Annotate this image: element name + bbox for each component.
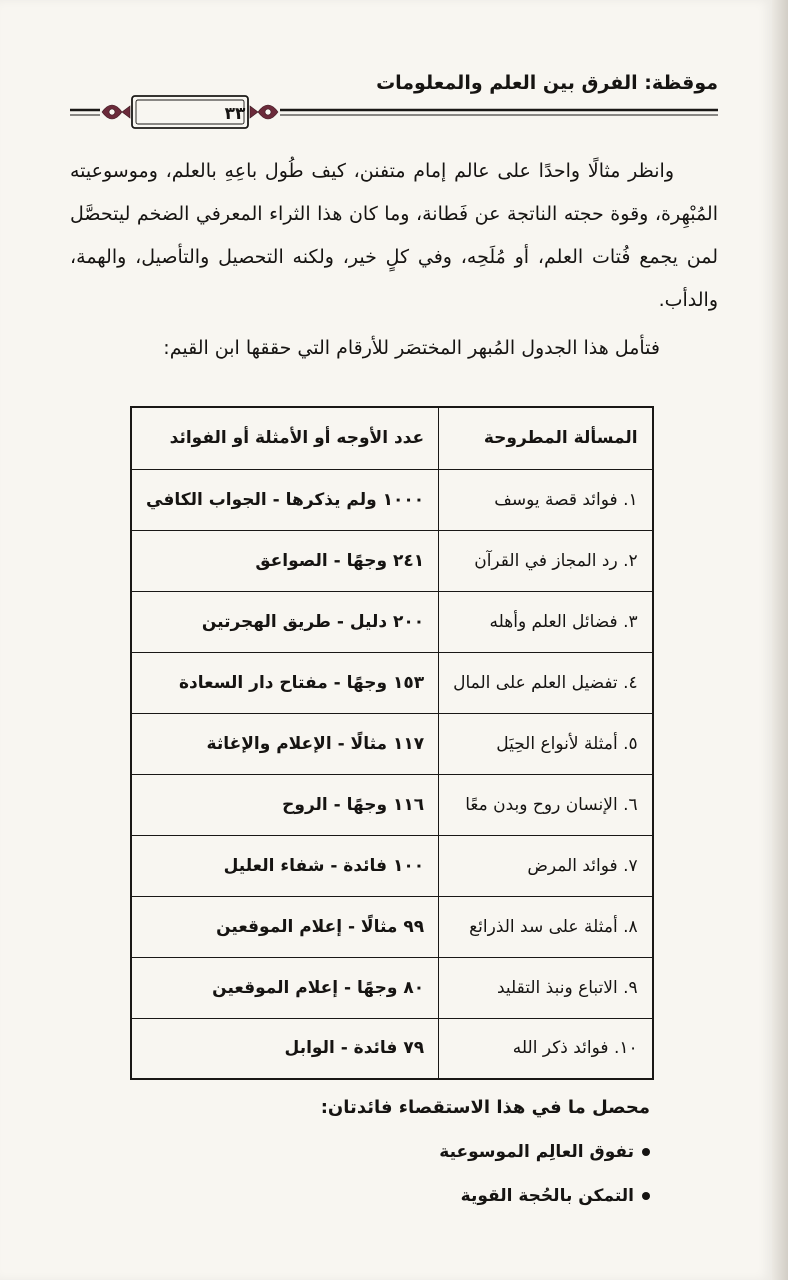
cell-topic: ١. فوائد قصة يوسف (439, 469, 653, 530)
page-header (70, 68, 718, 138)
table-row (131, 957, 653, 1018)
table-row (131, 774, 653, 835)
ibn-qayyim-table (130, 406, 654, 1080)
table-row (131, 591, 653, 652)
cell-topic: ٤. تفضيل العلم على المال (439, 652, 653, 713)
cell-topic: ٧. فوائد المرض (439, 835, 653, 896)
table-row (131, 530, 653, 591)
running-title: موقظة: الفرق بين العلم والمعلومات (376, 72, 718, 94)
cell-count: ٧٩ فائدة - الوابل (131, 1018, 439, 1079)
list-item-text: التمكن بالحُجة القوية (460, 1186, 634, 1206)
cell-topic: ٨. أمثلة على سد الذرائع (439, 896, 653, 957)
table-row (131, 835, 653, 896)
cell-count: ٢٤١ وجهًا - الصواعق (131, 530, 439, 591)
table-intro: فتأمل هذا الجدول المُبهر المختصَر للأرقام التي حققها ابن القيم: (163, 337, 660, 359)
cell-topic: ٣. فضائل العلم وأهله (439, 591, 653, 652)
bullet-icon (642, 1148, 650, 1156)
table-row (131, 713, 653, 774)
table-row (131, 652, 653, 713)
cell-count: ٨٠ وجهًا - إعلام الموقعين (131, 957, 439, 1018)
column-header-count: عدد الأوجه أو الأمثلة أو الفوائد (131, 407, 439, 469)
cell-topic: ٦. الإنسان روح وبدن معًا (439, 774, 653, 835)
list-item (70, 1174, 650, 1218)
cell-count: ١٠٠٠ ولم يذكرها - الجواب الكافي (131, 469, 439, 530)
page-number: ٣٣ (224, 104, 246, 124)
paragraph-text: وانظر مثالًا واحدًا على عالم إمام متفنن، كيف طُول باعِهِ بالعلم، وموسوعيته المُبْهِرة، وقوة حجته الناتجة عن فَطانة، وما كان هذا الثراء المعرفي الضخم ليتحصَّل لمن يجمع فُتات العلم، أو مُلَحِه، وفي كلٍ خير، ولكنه التحصيل والتأصيل، والهمة، والدأب. (70, 160, 718, 311)
cell-count: ٩٩ مثالًا - إعلام الموقعين (131, 896, 439, 957)
cell-count: ١٠٠ فائدة - شفاء العليل (131, 835, 439, 896)
summary-list (70, 1130, 650, 1218)
table-row (131, 896, 653, 957)
cell-count: ١٥٣ وجهًا - مفتاح دار السعادة (131, 652, 439, 713)
page-edge (772, 0, 788, 1280)
table-row (131, 469, 653, 530)
header-ornament (70, 92, 718, 136)
body-paragraph (70, 150, 718, 322)
column-header-topic: المسألة المطروحة (439, 407, 653, 469)
cell-topic: ٥. أمثلة لأنواع الحِيَل (439, 713, 653, 774)
cell-count: ٢٠٠ دليل - طريق الهجرتين (131, 591, 439, 652)
cell-count: ١١٦ وجهًا - الروح (131, 774, 439, 835)
list-item (70, 1130, 650, 1174)
bullet-icon (642, 1192, 650, 1200)
cell-topic: ٢. رد المجاز في القرآن (439, 530, 653, 591)
cell-count: ١١٧ مثالًا - الإعلام والإغاثة (131, 713, 439, 774)
cell-topic: ١٠. فوائد ذكر الله (439, 1018, 653, 1079)
table-header-row (131, 407, 653, 469)
summary-heading: محصل ما في هذا الاستقصاء فائدتان: (320, 1097, 650, 1118)
table-row (131, 1018, 653, 1079)
cell-topic: ٩. الاتباع ونبذ التقليد (439, 957, 653, 1018)
list-item-text: تفوق العالِم الموسوعية (439, 1142, 634, 1162)
